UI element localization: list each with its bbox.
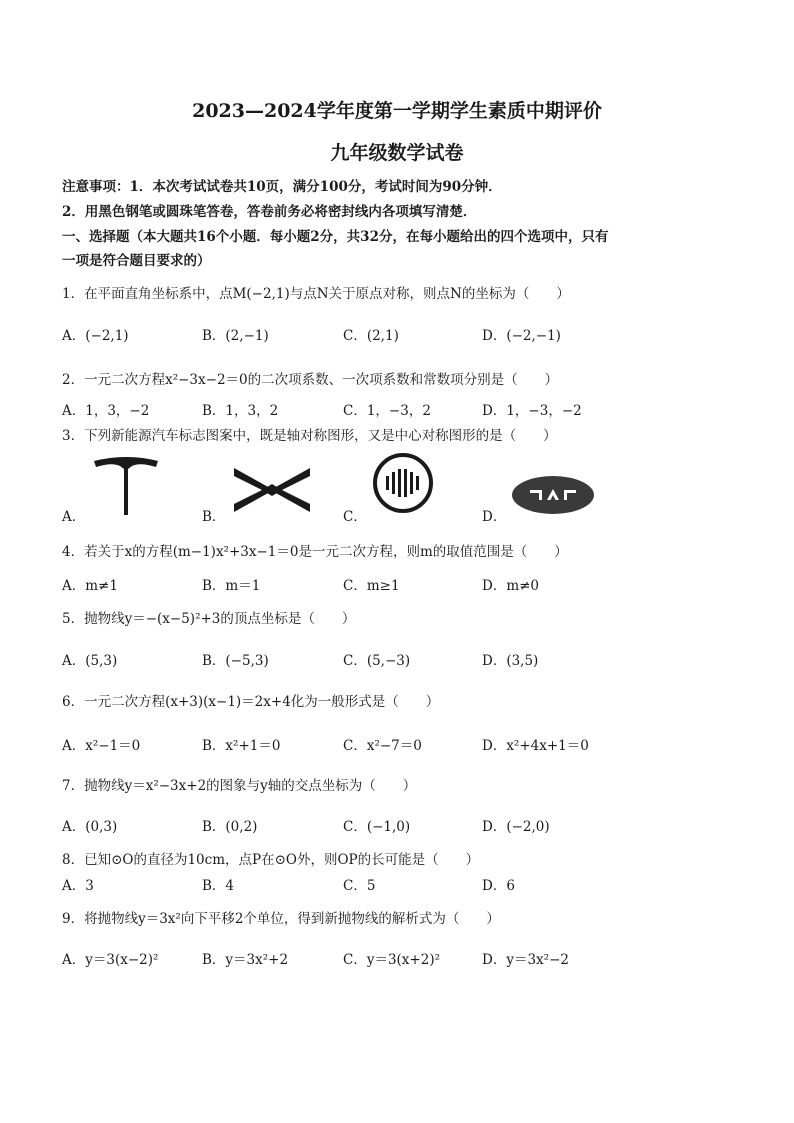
xpeng-logo bbox=[232, 466, 312, 514]
question-8-option-a: A．3 bbox=[62, 878, 94, 894]
question-7-option-d: D．(−2,0) bbox=[482, 819, 550, 835]
question-1-option-c: C．(2,1) bbox=[343, 328, 399, 344]
question-9-stem: 9．将抛物线y＝3x²向下平移2个单位，得到新抛物线的解析式为（ ） bbox=[62, 911, 500, 927]
question-8-option-d: D．6 bbox=[482, 878, 515, 894]
tesla-logo bbox=[92, 455, 160, 519]
circle-bars-logo bbox=[370, 452, 436, 514]
question-3-stem: 3．下列新能源汽车标志图案中，既是轴对称图形，又是中心对称图形的是（ ） bbox=[62, 428, 557, 444]
question-1-option-d: D．(−2,−1) bbox=[482, 328, 561, 344]
question-7-option-a: A．(0,3) bbox=[62, 819, 118, 835]
question-5-option-c: C．(5,−3) bbox=[343, 653, 411, 669]
question-6-stem: 6．一元二次方程(x+3)(x−1)＝2x+4化为一般形式是（ ） bbox=[62, 694, 440, 710]
question-6-option-b: B．x²+1＝0 bbox=[202, 738, 281, 754]
question-3-option-a: A． bbox=[62, 509, 86, 525]
question-6-option-d: D．x²+4x+1＝0 bbox=[482, 738, 589, 754]
question-1-option-a: A．(−2,1) bbox=[62, 328, 129, 344]
question-4-option-c: C．m≥1 bbox=[343, 578, 400, 594]
question-4-option-a: A．m≠1 bbox=[62, 578, 118, 594]
question-1-stem: 1．在平面直角坐标系中，点M(−2,1)与点N关于原点对称，则点N的坐标为（ ） bbox=[62, 286, 570, 302]
question-2-option-c: C．1，−3，2 bbox=[343, 403, 431, 419]
exam-title: 2023—2024学年度第一学期学生素质中期评价 bbox=[192, 100, 602, 122]
question-9-option-d: D．y＝3x²−2 bbox=[482, 952, 569, 968]
question-6-option-c: C．x²−7＝0 bbox=[343, 738, 422, 754]
oval-logo bbox=[510, 474, 596, 516]
exam-subtitle: 九年级数学试卷 bbox=[330, 142, 464, 164]
question-8-stem: 8．已知⊙O的直径为10cm，点P在⊙O外，则OP的长可能是（ ） bbox=[62, 852, 480, 868]
notes-line-1: 注意事项：1．本次考试试卷共10页，满分100分，考试时间为90分钟． bbox=[62, 179, 502, 195]
question-3-option-c: C． bbox=[343, 509, 367, 525]
section-heading-line-2: 一项是符合题目要求的） bbox=[62, 253, 211, 269]
question-7-stem: 7．抛物线y＝x²−3x+2的图象与y轴的交点坐标为（ ） bbox=[62, 778, 417, 794]
question-7-option-c: C．(−1,0) bbox=[343, 819, 411, 835]
question-8-option-c: C．5 bbox=[343, 878, 376, 894]
question-2-option-d: D．1，−3，−2 bbox=[482, 403, 582, 419]
question-5-option-d: D．(3,5) bbox=[482, 653, 539, 669]
question-6-option-a: A．x²−1＝0 bbox=[62, 738, 141, 754]
question-2-option-b: B．1，3，2 bbox=[202, 403, 279, 419]
question-3-option-b: B． bbox=[202, 509, 226, 525]
question-5-stem: 5．抛物线y＝−(x−5)²+3的顶点坐标是（ ） bbox=[62, 611, 356, 627]
question-9-option-b: B．y＝3x²+2 bbox=[202, 952, 289, 968]
question-9-option-c: C．y＝3(x+2)² bbox=[343, 952, 441, 968]
section-heading-line-1: 一、选择题（本大题共16个小题．每小题2分，共32分，在每小题给出的四个选项中，只有 bbox=[62, 229, 609, 245]
question-1-option-b: B．(2,−1) bbox=[202, 328, 269, 344]
question-8-option-b: B．4 bbox=[202, 878, 235, 894]
question-2-stem: 2．一元二次方程x²−3x−2＝0的二次项系数、一次项系数和常数项分别是（ ） bbox=[62, 372, 559, 388]
notes-line-2: 2．用黑色钢笔或圆珠笔答卷，答卷前务必将密封线内各项填写清楚． bbox=[62, 204, 477, 220]
question-9-option-a: A．y＝3(x−2)² bbox=[62, 952, 159, 968]
question-2-option-a: A．1，3，−2 bbox=[62, 403, 150, 419]
question-5-option-a: A．(5,3) bbox=[62, 653, 118, 669]
question-4-option-d: D．m≠0 bbox=[482, 578, 540, 594]
question-7-option-b: B．(0,2) bbox=[202, 819, 258, 835]
question-3-option-d: D． bbox=[482, 509, 507, 525]
question-4-stem: 4．若关于x的方程(m−1)x²+3x−1＝0是一元二次方程，则m的取值范围是（ ） bbox=[62, 544, 568, 560]
question-5-option-b: B．(−5,3) bbox=[202, 653, 269, 669]
question-4-option-b: B．m＝1 bbox=[202, 578, 261, 594]
